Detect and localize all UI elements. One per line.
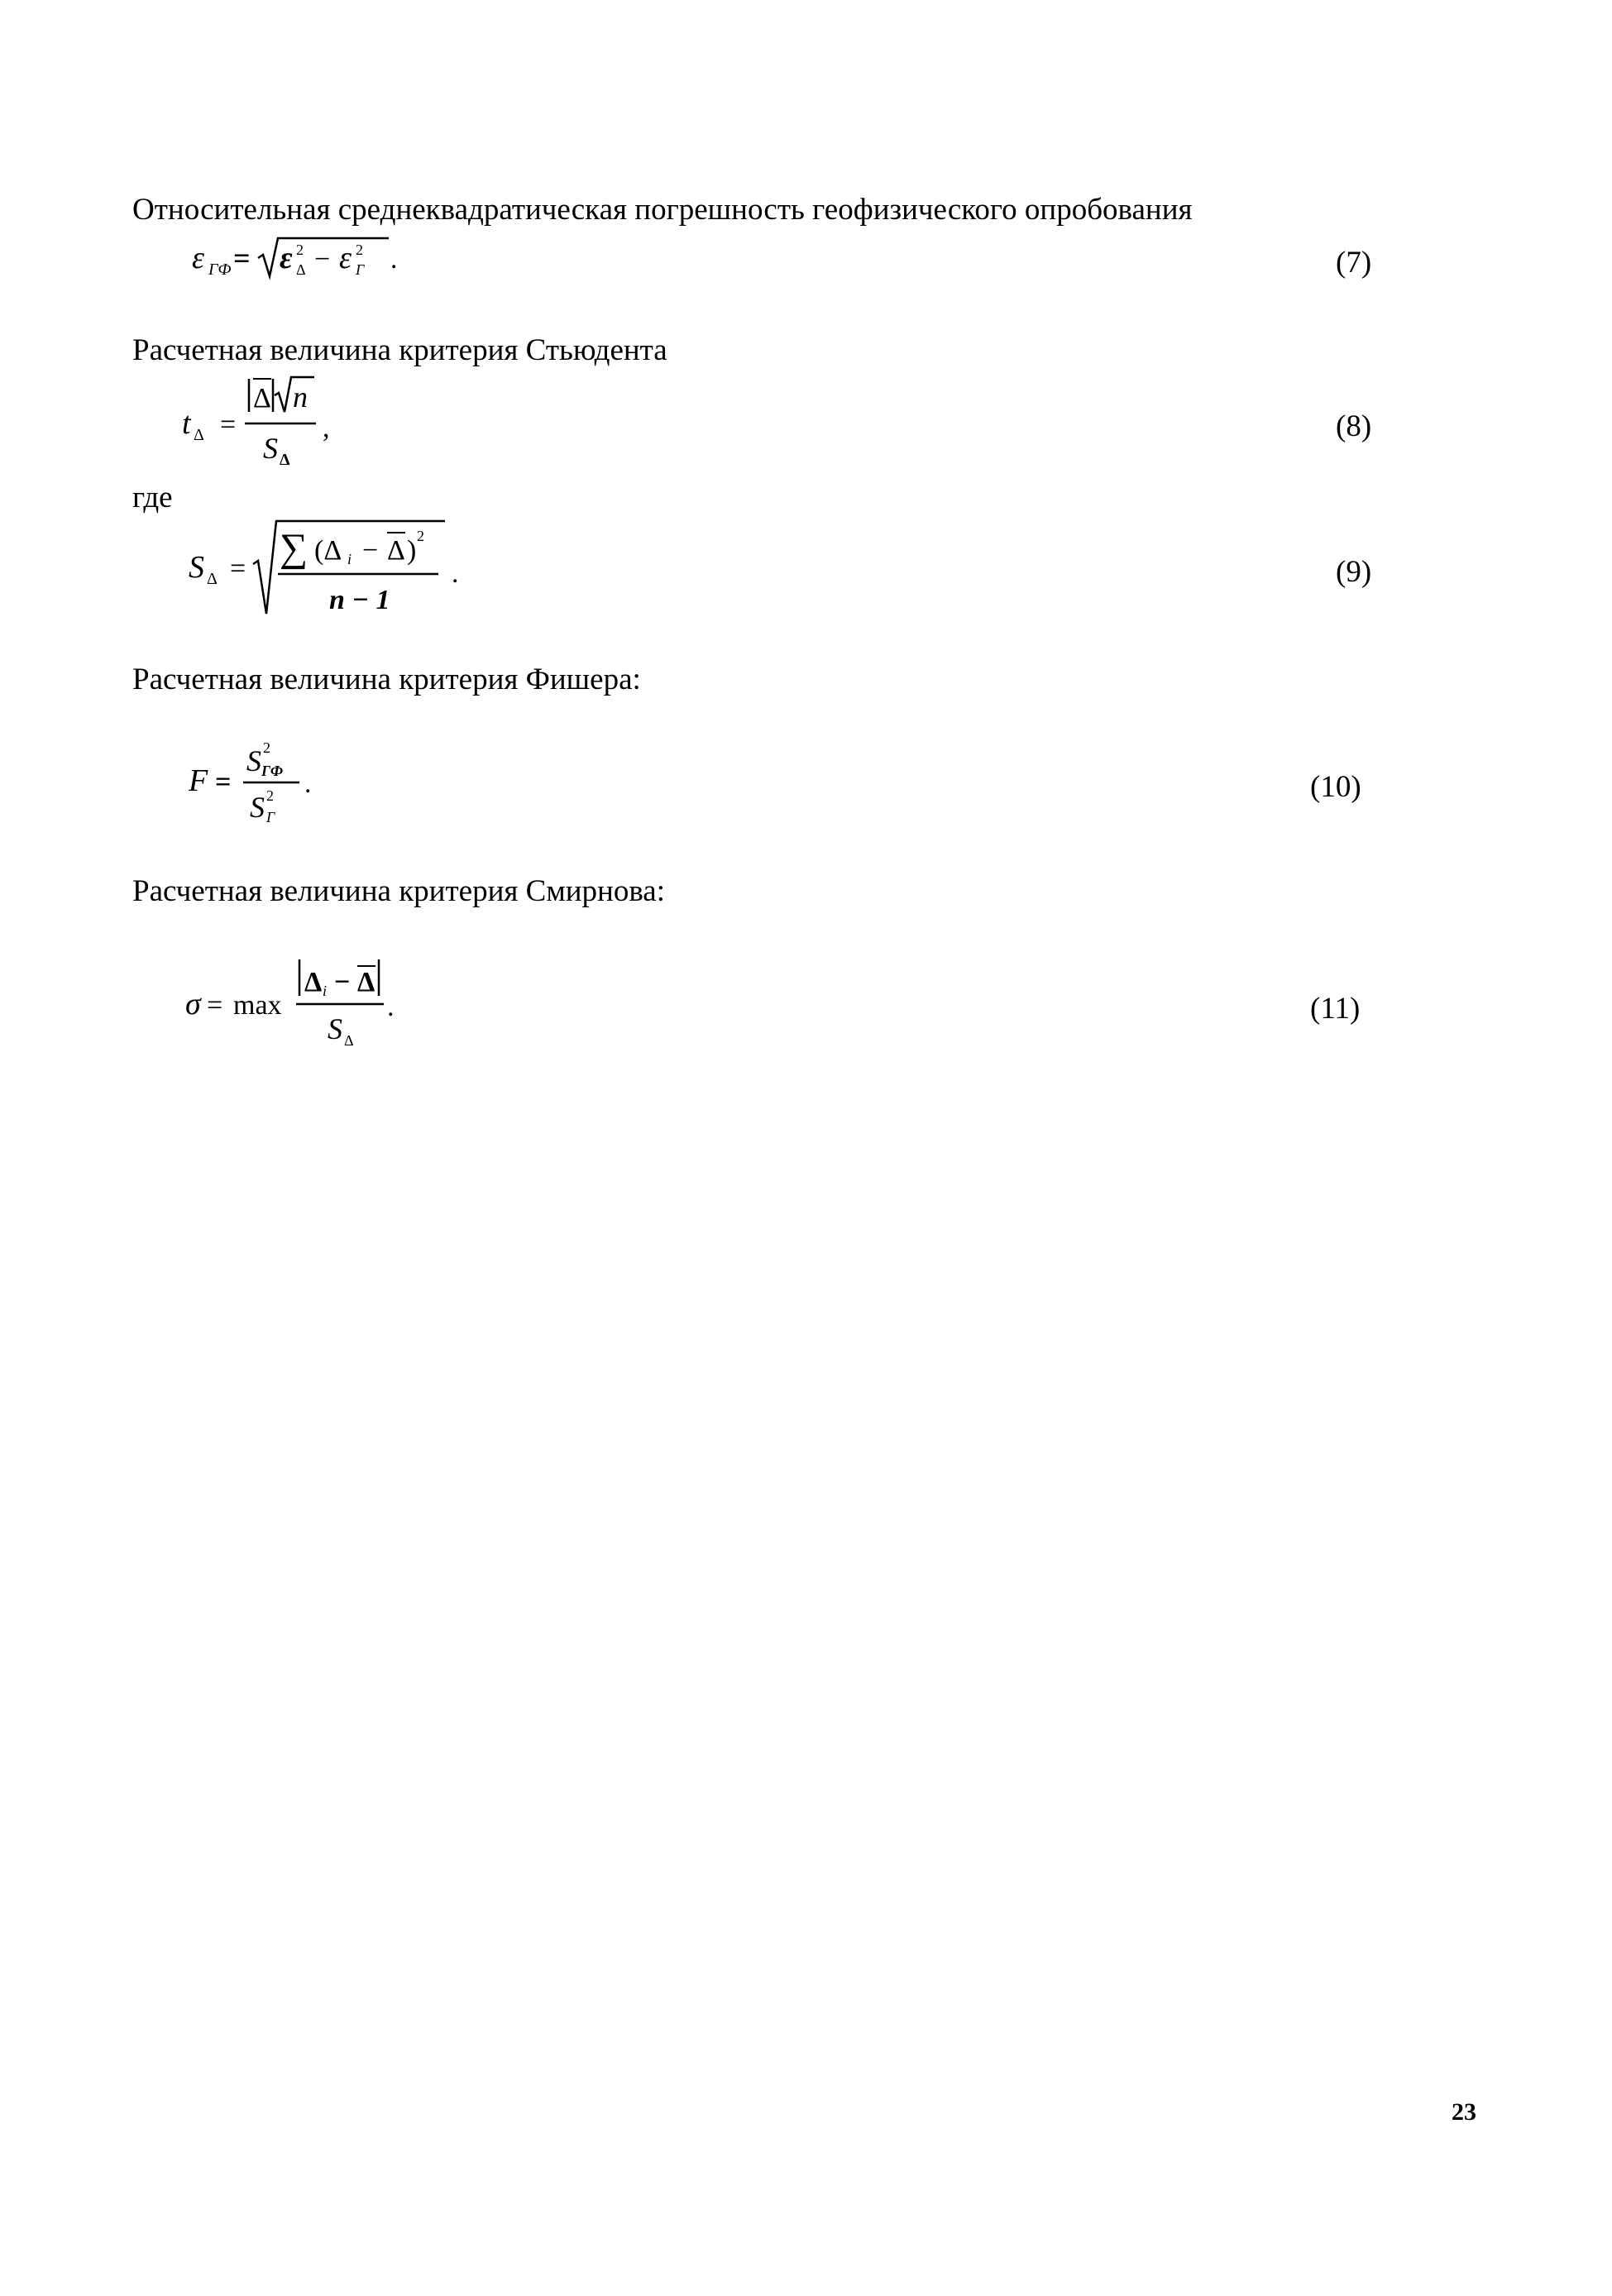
formula-10-equals: = bbox=[215, 767, 232, 797]
formula-11-minus: − bbox=[334, 967, 351, 997]
formula-9-delta-bar: Δ bbox=[387, 535, 405, 566]
formula-9-lhs: S bbox=[189, 550, 204, 585]
formula-9-end: . bbox=[452, 558, 459, 589]
formula-8 bbox=[182, 371, 380, 482]
formula-10-svg bbox=[182, 734, 347, 834]
formula-10-end: . bbox=[304, 768, 312, 799]
equation-number-7: (7) bbox=[1336, 246, 1372, 280]
formula-9-svg bbox=[182, 511, 496, 627]
formula-8-den: S bbox=[263, 432, 278, 465]
formula-8-den-sub: Δ bbox=[280, 451, 290, 469]
formula-10-num-sub: ГФ bbox=[261, 763, 284, 779]
formula-11-den: S bbox=[328, 1012, 342, 1045]
formula-7-term2: ε bbox=[339, 241, 352, 275]
formula-10-den-sup: 2 bbox=[266, 787, 274, 804]
formula-10-lhs: F bbox=[189, 763, 208, 798]
formula-7-lhs: ε bbox=[192, 241, 204, 275]
paragraph-relative-error: Относительная среднеквадратическая погрешность геофизического опробования bbox=[132, 193, 1193, 227]
formula-8-lhs-sub: Δ bbox=[194, 426, 204, 444]
formula-7-term1: ε bbox=[280, 241, 293, 275]
formula-7-term2-sub: Г bbox=[356, 261, 365, 278]
formula-7-term1-sup: 2 bbox=[296, 242, 304, 258]
formula-7-end: . bbox=[390, 244, 398, 275]
formula-9-sub-i: i bbox=[347, 551, 352, 567]
formula-8-num-delta: Δ bbox=[253, 383, 271, 414]
formula-11-svg bbox=[182, 948, 430, 1064]
formula-10-den-sub: Г bbox=[266, 809, 275, 825]
formula-11-end: . bbox=[387, 992, 395, 1022]
formula-8-equals: = bbox=[220, 409, 237, 440]
formula-9-sup: 2 bbox=[417, 528, 424, 544]
formula-11 bbox=[182, 948, 430, 1068]
formula-9 bbox=[182, 511, 496, 631]
equation-number-10: (10) bbox=[1310, 770, 1361, 804]
paragraph-student: Расчетная величина критерия Стьюдента bbox=[132, 333, 667, 367]
page-number: 23 bbox=[1452, 2098, 1476, 2126]
formula-11-num-bar: Δ bbox=[357, 967, 375, 997]
formula-8-lhs: t bbox=[182, 406, 191, 441]
formula-7-term2-sup: 2 bbox=[356, 242, 363, 258]
formula-7 bbox=[182, 233, 430, 287]
equation-number-11: (11) bbox=[1310, 992, 1361, 1026]
formula-11-den-sub: Δ bbox=[344, 1032, 354, 1049]
formula-9-den: n − 1 bbox=[329, 585, 390, 615]
formula-11-op: max bbox=[233, 990, 282, 1021]
formula-8-end: , bbox=[323, 413, 330, 443]
formula-9-minus: − bbox=[362, 535, 379, 566]
formula-8-num-n: n bbox=[293, 380, 308, 414]
formula-11-lhs: σ bbox=[185, 987, 201, 1021]
paragraph-smirnov: Расчетная величина критерия Смирнова: bbox=[132, 874, 666, 908]
equation-number-9: (9) bbox=[1336, 555, 1372, 589]
formula-7-lhs-sub: ГФ bbox=[208, 261, 232, 279]
formula-10-num-sup: 2 bbox=[263, 739, 270, 756]
formula-7-minus: − bbox=[314, 244, 331, 275]
formula-11-num-sub-i: i bbox=[323, 983, 328, 999]
formula-11-num-delta: Δ bbox=[304, 967, 323, 997]
equation-number-8: (8) bbox=[1336, 409, 1372, 443]
formula-7-term1-sub: Δ bbox=[296, 261, 306, 278]
formula-8-svg bbox=[182, 371, 380, 478]
paragraph-fisher: Расчетная величина критерия Фишера: bbox=[132, 662, 641, 696]
formula-10 bbox=[182, 734, 347, 838]
formula-9-lpar: (Δ bbox=[314, 535, 342, 566]
paragraph-where: где bbox=[132, 481, 173, 514]
formula-10-den: S bbox=[250, 791, 265, 824]
formula-9-rpar: ) bbox=[407, 535, 417, 566]
formula-7-equals: = bbox=[233, 242, 251, 275]
formula-9-equals: = bbox=[230, 553, 246, 584]
formula-7-svg bbox=[182, 233, 430, 283]
formula-9-lhs-sub: Δ bbox=[207, 570, 218, 588]
formula-11-equals: = bbox=[207, 990, 223, 1021]
formula-10-num: S bbox=[246, 744, 261, 777]
formula-9-sum: ∑ bbox=[280, 526, 309, 570]
